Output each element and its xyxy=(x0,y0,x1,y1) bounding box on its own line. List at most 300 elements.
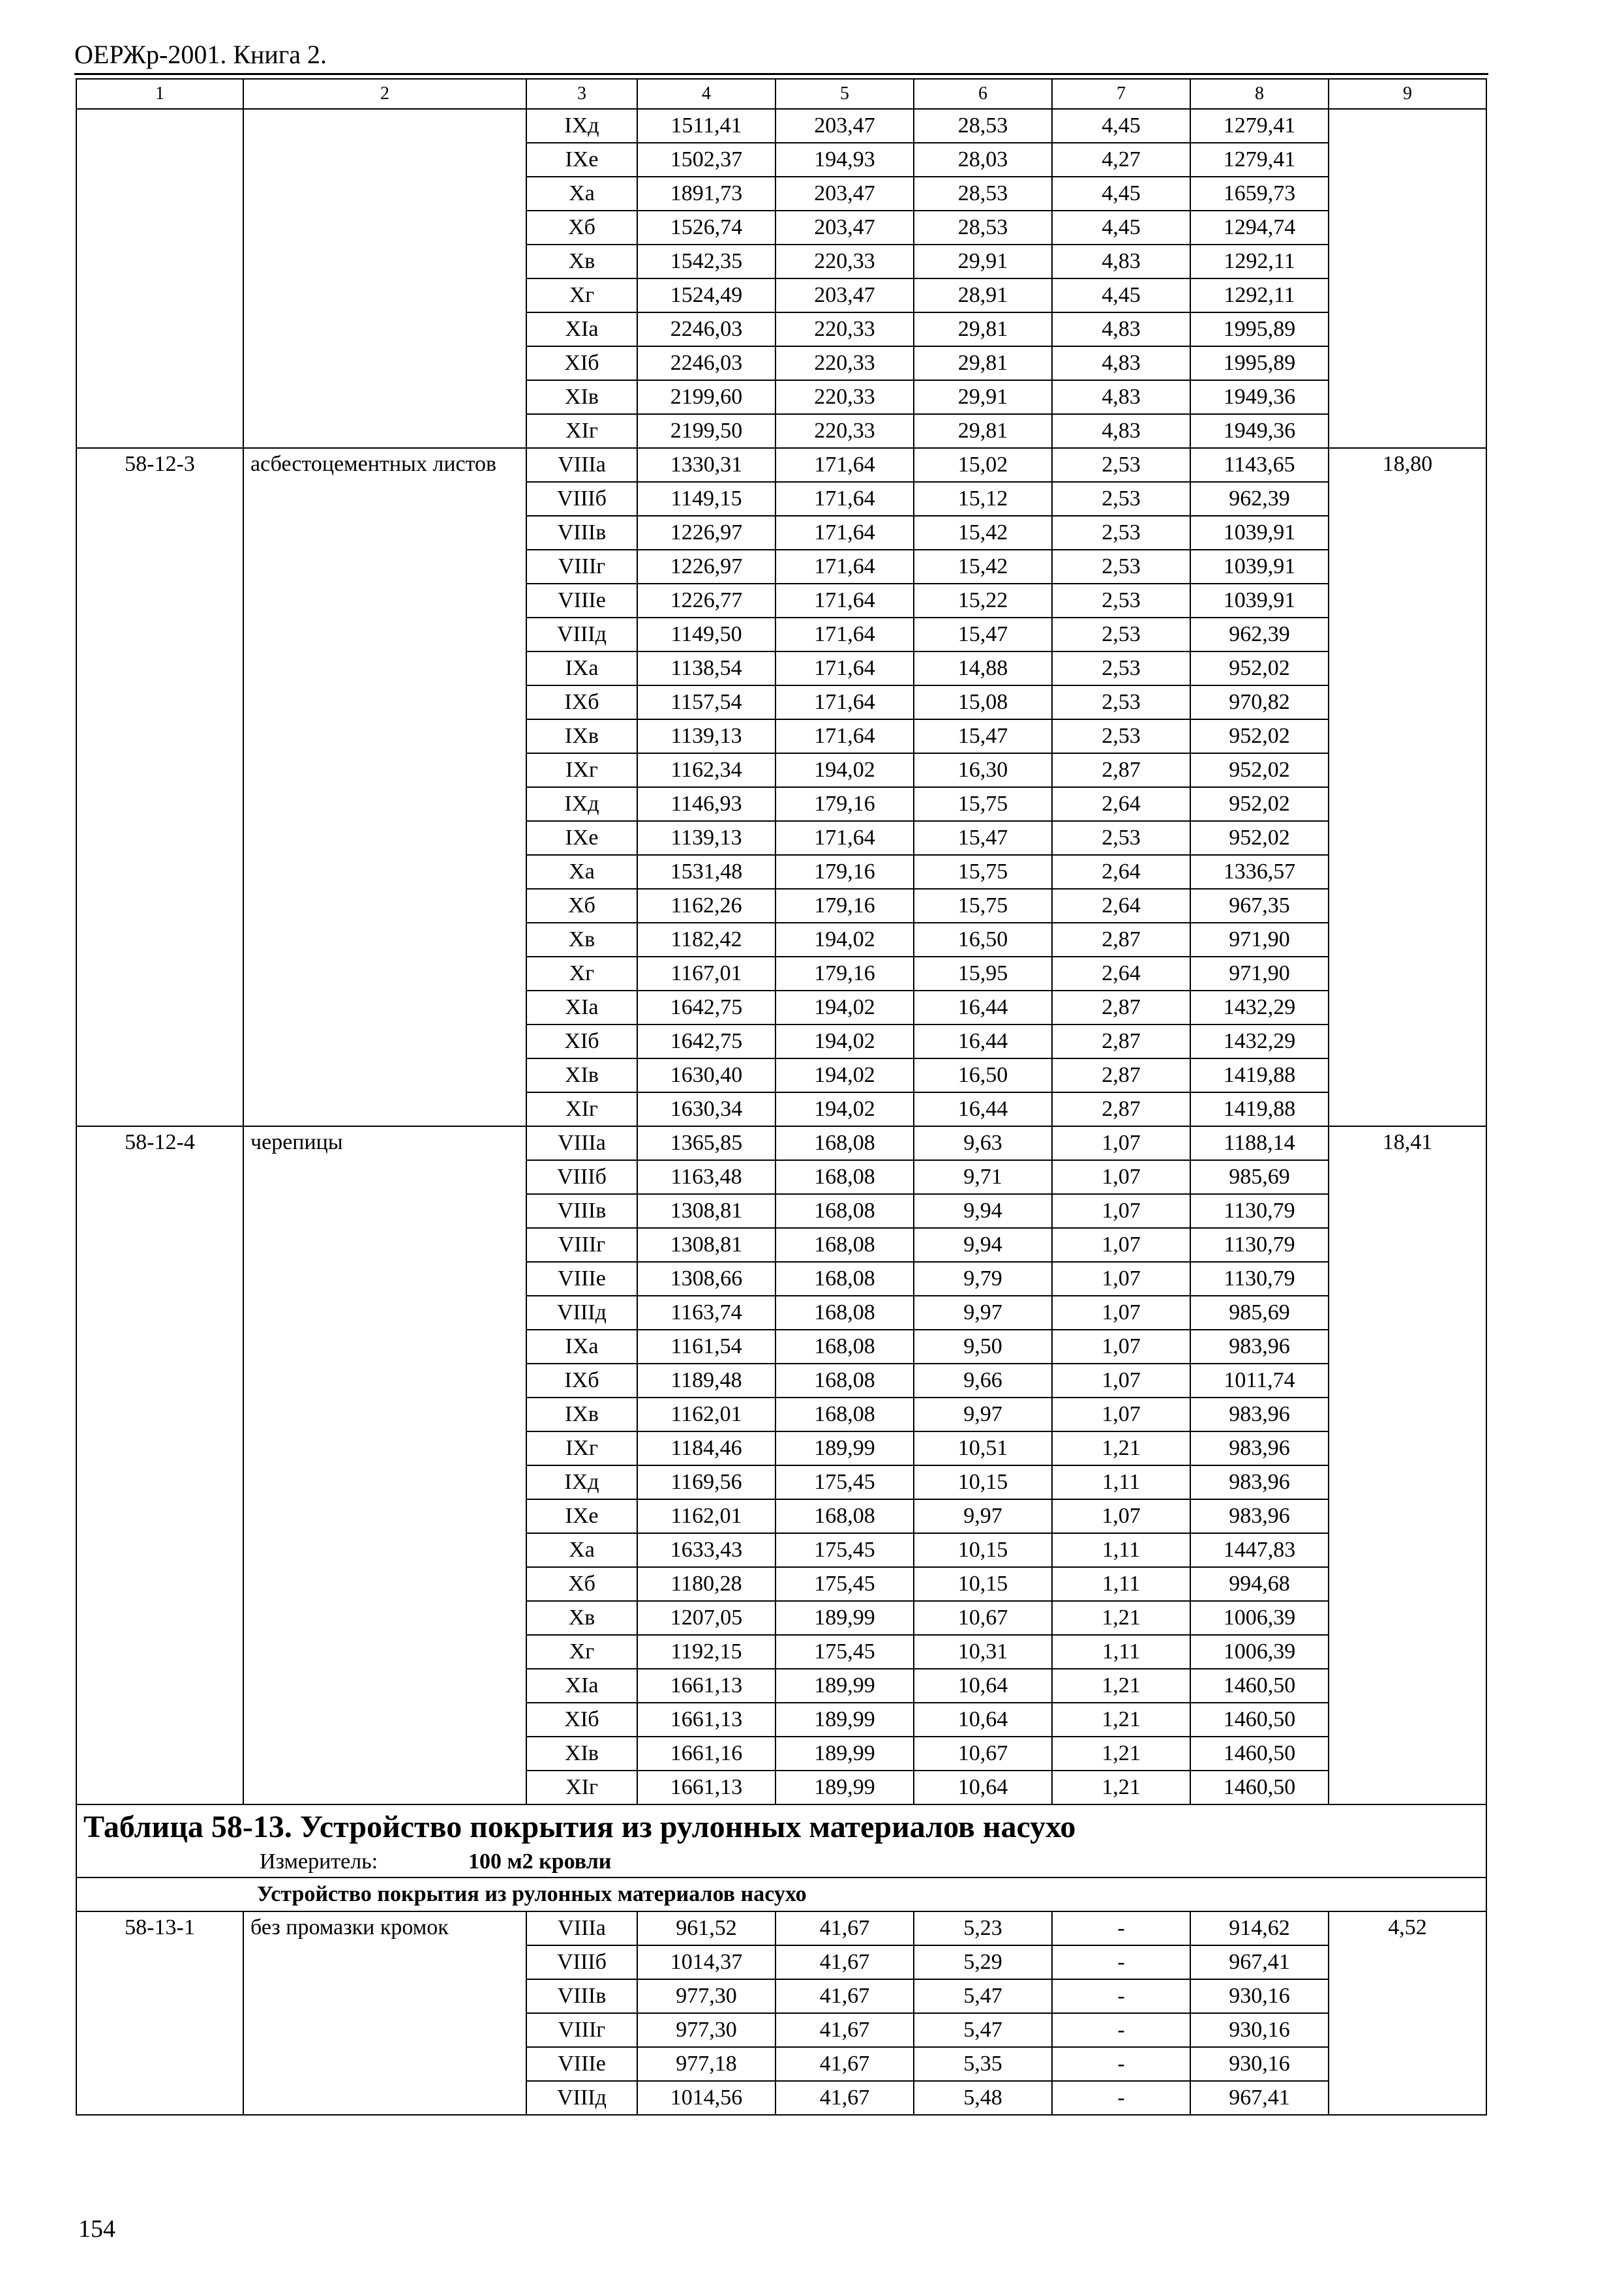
machines-cell: 16,44 xyxy=(914,991,1052,1025)
wages-cell: 175,45 xyxy=(775,1567,914,1601)
machines-cell: 10,67 xyxy=(914,1737,1052,1771)
machinists-wages-cell: 1,11 xyxy=(1052,1465,1190,1499)
wages-cell: 41,67 xyxy=(775,1979,914,2013)
total-cost-cell: 1162,34 xyxy=(637,753,775,787)
wages-cell: 220,33 xyxy=(775,346,914,380)
zone-cell: VIIIв xyxy=(526,1194,637,1228)
zone-cell: Xв xyxy=(526,923,637,957)
machinists-wages-cell: - xyxy=(1052,2081,1190,2115)
section-title: Устройство покрытия из рулонных материалов насухо xyxy=(76,1878,1486,1911)
materials-cell: 1460,50 xyxy=(1190,1703,1329,1737)
wages-cell: 41,67 xyxy=(775,2013,914,2047)
zone-cell: XIг xyxy=(526,1092,637,1126)
zone-cell: Xг xyxy=(526,278,637,312)
zone-cell: VIIIв xyxy=(526,1979,637,2013)
wages-cell: 220,33 xyxy=(775,245,914,278)
machinists-wages-cell: 1,11 xyxy=(1052,1567,1190,1601)
machinists-wages-cell: 1,21 xyxy=(1052,1703,1190,1737)
total-cost-cell: 1014,37 xyxy=(637,1945,775,1979)
machines-cell: 29,81 xyxy=(914,346,1052,380)
zone-cell: Xa xyxy=(526,1533,637,1567)
rate-code: 58-12-4 xyxy=(76,1126,243,1804)
materials-cell: 983,96 xyxy=(1190,1330,1329,1364)
machines-cell: 15,02 xyxy=(914,448,1052,482)
materials-cell: 971,90 xyxy=(1190,923,1329,957)
materials-cell: 983,96 xyxy=(1190,1499,1329,1533)
total-cost-cell: 977,30 xyxy=(637,1979,775,2013)
total-cost-cell: 961,52 xyxy=(637,1911,775,1945)
zone-cell: VIIIд xyxy=(526,618,637,651)
wages-cell: 168,08 xyxy=(775,1296,914,1330)
zone-cell: VIIIб xyxy=(526,482,637,516)
machinists-wages-cell: 4,45 xyxy=(1052,109,1190,143)
machinists-wages-cell: 2,64 xyxy=(1052,957,1190,991)
labor-cost-cell: 18,80 xyxy=(1329,448,1486,1126)
machines-cell: 16,44 xyxy=(914,1092,1052,1126)
zone-cell: VIIIг xyxy=(526,1228,637,1262)
wages-cell: 168,08 xyxy=(775,1228,914,1262)
machines-cell: 15,95 xyxy=(914,957,1052,991)
wages-cell: 194,02 xyxy=(775,753,914,787)
materials-cell: 1949,36 xyxy=(1190,380,1329,414)
column-number: 9 xyxy=(1329,79,1486,109)
machinists-wages-cell: 1,07 xyxy=(1052,1160,1190,1194)
total-cost-cell: 1226,97 xyxy=(637,550,775,584)
machines-cell: 5,23 xyxy=(914,1911,1052,1945)
machines-cell: 10,31 xyxy=(914,1635,1052,1669)
materials-cell: 1336,57 xyxy=(1190,855,1329,889)
machines-cell: 16,50 xyxy=(914,923,1052,957)
total-cost-cell: 1502,37 xyxy=(637,143,775,177)
materials-cell: 1143,65 xyxy=(1190,448,1329,482)
wages-cell: 179,16 xyxy=(775,957,914,991)
table-row xyxy=(76,109,1486,143)
zone-cell: VIIIб xyxy=(526,1160,637,1194)
wages-cell: 41,67 xyxy=(775,1911,914,1945)
materials-cell: 1039,91 xyxy=(1190,516,1329,550)
table-row xyxy=(76,448,1486,482)
column-number: 3 xyxy=(526,79,637,109)
machinists-wages-cell: 2,53 xyxy=(1052,448,1190,482)
machines-cell: 15,47 xyxy=(914,821,1052,855)
materials-cell: 1279,41 xyxy=(1190,109,1329,143)
materials-cell: 970,82 xyxy=(1190,685,1329,719)
total-cost-cell: 1661,13 xyxy=(637,1703,775,1737)
zone-cell: XIa xyxy=(526,312,637,346)
zone-cell: IXд xyxy=(526,787,637,821)
machines-cell: 16,30 xyxy=(914,753,1052,787)
rates-table xyxy=(76,78,1487,2116)
wages-cell: 189,99 xyxy=(775,1771,914,1804)
zone-cell: Xб xyxy=(526,211,637,245)
table-title-row xyxy=(76,1804,1486,1878)
materials-cell: 967,41 xyxy=(1190,1945,1329,1979)
materials-cell: 1279,41 xyxy=(1190,143,1329,177)
machinists-wages-cell: 4,45 xyxy=(1052,177,1190,211)
machines-cell: 29,81 xyxy=(914,414,1052,448)
materials-cell: 930,16 xyxy=(1190,2047,1329,2081)
machines-cell: 5,47 xyxy=(914,1979,1052,2013)
wages-cell: 179,16 xyxy=(775,787,914,821)
column-number: 2 xyxy=(243,79,526,109)
materials-cell: 952,02 xyxy=(1190,651,1329,685)
zone-cell: Xa xyxy=(526,855,637,889)
wages-cell: 171,64 xyxy=(775,550,914,584)
total-cost-cell: 1162,26 xyxy=(637,889,775,923)
machinists-wages-cell: 2,87 xyxy=(1052,1025,1190,1058)
total-cost-cell: 1308,81 xyxy=(637,1228,775,1262)
total-cost-cell: 1162,01 xyxy=(637,1499,775,1533)
column-number: 1 xyxy=(76,79,243,109)
materials-cell: 1460,50 xyxy=(1190,1737,1329,1771)
total-cost-cell: 1330,31 xyxy=(637,448,775,482)
wages-cell: 220,33 xyxy=(775,312,914,346)
total-cost-cell: 1184,46 xyxy=(637,1431,775,1465)
machines-cell: 10,51 xyxy=(914,1431,1052,1465)
zone-cell: Xв xyxy=(526,1601,637,1635)
materials-cell: 983,96 xyxy=(1190,1398,1329,1431)
machinists-wages-cell: - xyxy=(1052,1911,1190,1945)
total-cost-cell: 977,30 xyxy=(637,2013,775,2047)
machinists-wages-cell: 1,07 xyxy=(1052,1398,1190,1431)
column-number: 7 xyxy=(1052,79,1190,109)
materials-cell: 1039,91 xyxy=(1190,584,1329,618)
total-cost-cell: 1226,77 xyxy=(637,584,775,618)
wages-cell: 189,99 xyxy=(775,1601,914,1635)
zone-cell: XIв xyxy=(526,1058,637,1092)
materials-cell: 1460,50 xyxy=(1190,1669,1329,1703)
materials-cell: 1006,39 xyxy=(1190,1635,1329,1669)
machines-cell: 9,94 xyxy=(914,1194,1052,1228)
machinists-wages-cell: 1,07 xyxy=(1052,1499,1190,1533)
zone-cell: XIб xyxy=(526,1025,637,1058)
work-name: без промазки кромок xyxy=(243,1911,526,2115)
materials-cell: 1659,73 xyxy=(1190,177,1329,211)
machines-cell: 10,15 xyxy=(914,1465,1052,1499)
machines-cell: 15,12 xyxy=(914,482,1052,516)
machinists-wages-cell: 4,45 xyxy=(1052,278,1190,312)
labor-cost-cell: 18,41 xyxy=(1329,1126,1486,1804)
machines-cell: 15,47 xyxy=(914,618,1052,651)
total-cost-cell: 1180,28 xyxy=(637,1567,775,1601)
zone-cell: VIIIб xyxy=(526,1945,637,1979)
total-cost-cell: 1139,13 xyxy=(637,821,775,855)
table-title: Таблица 58-13. Устройство покрытия из рулонных материалов насухо xyxy=(83,1810,1076,1844)
materials-cell: 1460,50 xyxy=(1190,1771,1329,1804)
total-cost-cell: 2199,60 xyxy=(637,380,775,414)
work-name xyxy=(243,109,526,448)
machinists-wages-cell: 1,07 xyxy=(1052,1296,1190,1330)
machines-cell: 15,08 xyxy=(914,685,1052,719)
machines-cell: 15,42 xyxy=(914,550,1052,584)
machinists-wages-cell: 1,11 xyxy=(1052,1635,1190,1669)
materials-cell: 1039,91 xyxy=(1190,550,1329,584)
machinists-wages-cell: - xyxy=(1052,1979,1190,2013)
machinists-wages-cell: 2,53 xyxy=(1052,618,1190,651)
wages-cell: 220,33 xyxy=(775,380,914,414)
wages-cell: 41,67 xyxy=(775,2047,914,2081)
machines-cell: 15,47 xyxy=(914,719,1052,753)
machinists-wages-cell: 4,83 xyxy=(1052,346,1190,380)
zone-cell: IXг xyxy=(526,753,637,787)
machines-cell: 9,79 xyxy=(914,1262,1052,1296)
zone-cell: IXг xyxy=(526,1431,637,1465)
total-cost-cell: 1139,13 xyxy=(637,719,775,753)
zone-cell: IXд xyxy=(526,1465,637,1499)
machines-cell: 9,94 xyxy=(914,1228,1052,1262)
machines-cell: 9,63 xyxy=(914,1126,1052,1160)
rate-code: 58-12-3 xyxy=(76,448,243,1126)
wages-cell: 41,67 xyxy=(775,2081,914,2115)
machinists-wages-cell: 1,07 xyxy=(1052,1228,1190,1262)
zone-cell: Xб xyxy=(526,889,637,923)
machines-cell: 28,03 xyxy=(914,143,1052,177)
materials-cell: 1995,89 xyxy=(1190,346,1329,380)
machines-cell: 15,75 xyxy=(914,787,1052,821)
machines-cell: 28,91 xyxy=(914,278,1052,312)
header-rule xyxy=(74,73,1488,75)
machinists-wages-cell: 2,53 xyxy=(1052,482,1190,516)
machinists-wages-cell: 4,83 xyxy=(1052,380,1190,414)
machinists-wages-cell: 2,53 xyxy=(1052,685,1190,719)
zone-cell: IXб xyxy=(526,685,637,719)
machines-cell: 5,47 xyxy=(914,2013,1052,2047)
zone-cell: Xв xyxy=(526,245,637,278)
machines-cell: 10,15 xyxy=(914,1533,1052,1567)
total-cost-cell: 1531,48 xyxy=(637,855,775,889)
machinists-wages-cell: 2,87 xyxy=(1052,1092,1190,1126)
materials-cell: 952,02 xyxy=(1190,753,1329,787)
wages-cell: 168,08 xyxy=(775,1398,914,1431)
materials-cell: 914,62 xyxy=(1190,1911,1329,1945)
machinists-wages-cell: 4,83 xyxy=(1052,245,1190,278)
machines-cell: 9,97 xyxy=(914,1398,1052,1431)
materials-cell: 994,68 xyxy=(1190,1567,1329,1601)
zone-cell: XIб xyxy=(526,346,637,380)
materials-cell: 1294,74 xyxy=(1190,211,1329,245)
machines-cell: 5,48 xyxy=(914,2081,1052,2115)
work-name: асбестоцементных листов xyxy=(243,448,526,1126)
zone-cell: IXв xyxy=(526,719,637,753)
materials-cell: 983,96 xyxy=(1190,1465,1329,1499)
wages-cell: 189,99 xyxy=(775,1431,914,1465)
table-row xyxy=(76,1911,1486,1945)
zone-cell: VIIIг xyxy=(526,550,637,584)
machines-cell: 15,75 xyxy=(914,889,1052,923)
materials-cell: 1130,79 xyxy=(1190,1262,1329,1296)
materials-cell: 1006,39 xyxy=(1190,1601,1329,1635)
total-cost-cell: 1308,81 xyxy=(637,1194,775,1228)
materials-cell: 1419,88 xyxy=(1190,1092,1329,1126)
column-number: 8 xyxy=(1190,79,1329,109)
machinists-wages-cell: 1,07 xyxy=(1052,1330,1190,1364)
machines-cell: 16,50 xyxy=(914,1058,1052,1092)
zone-cell: VIIIд xyxy=(526,2081,637,2115)
materials-cell: 1949,36 xyxy=(1190,414,1329,448)
total-cost-cell: 2199,50 xyxy=(637,414,775,448)
total-cost-cell: 1511,41 xyxy=(637,109,775,143)
materials-cell: 1292,11 xyxy=(1190,278,1329,312)
total-cost-cell: 1365,85 xyxy=(637,1126,775,1160)
total-cost-cell: 1163,74 xyxy=(637,1296,775,1330)
machines-cell: 28,53 xyxy=(914,211,1052,245)
zone-cell: VIIIг xyxy=(526,2013,637,2047)
total-cost-cell: 1149,15 xyxy=(637,482,775,516)
wages-cell: 171,64 xyxy=(775,584,914,618)
zone-cell: XIб xyxy=(526,1703,637,1737)
zone-cell: XIa xyxy=(526,1669,637,1703)
wages-cell: 171,64 xyxy=(775,719,914,753)
zone-cell: IXв xyxy=(526,1398,637,1431)
wages-cell: 171,64 xyxy=(775,482,914,516)
materials-cell: 1188,14 xyxy=(1190,1126,1329,1160)
total-cost-cell: 1167,01 xyxy=(637,957,775,991)
wages-cell: 171,64 xyxy=(775,651,914,685)
wages-cell: 168,08 xyxy=(775,1194,914,1228)
total-cost-cell: 2246,03 xyxy=(637,312,775,346)
meter-line xyxy=(83,1847,1479,1877)
total-cost-cell: 1661,16 xyxy=(637,1737,775,1771)
machinists-wages-cell: - xyxy=(1052,2047,1190,2081)
total-cost-cell: 1161,54 xyxy=(637,1330,775,1364)
zone-cell: VIIIд xyxy=(526,1296,637,1330)
materials-cell: 930,16 xyxy=(1190,2013,1329,2047)
machines-cell: 9,71 xyxy=(914,1160,1052,1194)
machinists-wages-cell: 2,53 xyxy=(1052,516,1190,550)
labor-cost-cell: 4,52 xyxy=(1329,1911,1486,2115)
wages-cell: 179,16 xyxy=(775,855,914,889)
materials-cell: 1130,79 xyxy=(1190,1228,1329,1262)
materials-cell: 985,69 xyxy=(1190,1296,1329,1330)
materials-cell: 1432,29 xyxy=(1190,1025,1329,1058)
materials-cell: 983,96 xyxy=(1190,1431,1329,1465)
machinists-wages-cell: 2,87 xyxy=(1052,991,1190,1025)
machinists-wages-cell: 2,53 xyxy=(1052,719,1190,753)
wages-cell: 171,64 xyxy=(775,618,914,651)
machines-cell: 9,66 xyxy=(914,1364,1052,1398)
total-cost-cell: 2246,03 xyxy=(637,346,775,380)
machinists-wages-cell: 1,07 xyxy=(1052,1126,1190,1160)
machinists-wages-cell: 4,45 xyxy=(1052,211,1190,245)
machinists-wages-cell: 1,21 xyxy=(1052,1669,1190,1703)
total-cost-cell: 1189,48 xyxy=(637,1364,775,1398)
wages-cell: 194,93 xyxy=(775,143,914,177)
machines-cell: 9,97 xyxy=(914,1499,1052,1533)
materials-cell: 967,41 xyxy=(1190,2081,1329,2115)
running-head: ОЕРЖр-2001. Книга 2. xyxy=(74,40,327,69)
total-cost-cell: 1162,01 xyxy=(637,1398,775,1431)
total-cost-cell: 1642,75 xyxy=(637,991,775,1025)
wages-cell: 194,02 xyxy=(775,991,914,1025)
zone-cell: VIIIa xyxy=(526,1911,637,1945)
total-cost-cell: 1526,74 xyxy=(637,211,775,245)
rate-code xyxy=(76,109,243,448)
work-name: черепицы xyxy=(243,1126,526,1804)
machines-cell: 5,35 xyxy=(914,2047,1052,2081)
meter-value: 100 м2 кровли xyxy=(468,1849,612,1874)
wages-cell: 41,67 xyxy=(775,1945,914,1979)
zone-cell: Xг xyxy=(526,1635,637,1669)
wages-cell: 168,08 xyxy=(775,1499,914,1533)
zone-cell: VIIIe xyxy=(526,2047,637,2081)
rate-code: 58-13-1 xyxy=(76,1911,243,2115)
materials-cell: 1995,89 xyxy=(1190,312,1329,346)
meter-label: Измеритель: xyxy=(260,1849,378,1874)
wages-cell: 220,33 xyxy=(775,414,914,448)
total-cost-cell: 1630,34 xyxy=(637,1092,775,1126)
total-cost-cell: 1182,42 xyxy=(637,923,775,957)
wages-cell: 194,02 xyxy=(775,1092,914,1126)
machinists-wages-cell: 2,53 xyxy=(1052,584,1190,618)
zone-cell: IXa xyxy=(526,1330,637,1364)
machinists-wages-cell: 1,07 xyxy=(1052,1194,1190,1228)
column-number-row xyxy=(76,79,1486,109)
wages-cell: 168,08 xyxy=(775,1262,914,1296)
total-cost-cell: 1157,54 xyxy=(637,685,775,719)
materials-cell: 1432,29 xyxy=(1190,991,1329,1025)
zone-cell: VIIIe xyxy=(526,1262,637,1296)
zone-cell: XIв xyxy=(526,380,637,414)
machines-cell: 10,67 xyxy=(914,1601,1052,1635)
machinists-wages-cell: 2,64 xyxy=(1052,889,1190,923)
zone-cell: IXд xyxy=(526,109,637,143)
materials-cell: 1011,74 xyxy=(1190,1364,1329,1398)
section-row xyxy=(76,1878,1486,1911)
total-cost-cell: 1192,15 xyxy=(637,1635,775,1669)
total-cost-cell: 1542,35 xyxy=(637,245,775,278)
machinists-wages-cell: 1,21 xyxy=(1052,1737,1190,1771)
zone-cell: IXa xyxy=(526,651,637,685)
materials-cell: 967,35 xyxy=(1190,889,1329,923)
wages-cell: 171,64 xyxy=(775,685,914,719)
zone-cell: XIг xyxy=(526,1771,637,1804)
wages-cell: 175,45 xyxy=(775,1635,914,1669)
wages-cell: 203,47 xyxy=(775,278,914,312)
total-cost-cell: 1642,75 xyxy=(637,1025,775,1058)
wages-cell: 203,47 xyxy=(775,211,914,245)
machines-cell: 10,64 xyxy=(914,1703,1052,1737)
total-cost-cell: 1014,56 xyxy=(637,2081,775,2115)
materials-cell: 971,90 xyxy=(1190,957,1329,991)
machinists-wages-cell: 4,83 xyxy=(1052,414,1190,448)
total-cost-cell: 1661,13 xyxy=(637,1771,775,1804)
zone-cell: VIIIв xyxy=(526,516,637,550)
machines-cell: 10,15 xyxy=(914,1567,1052,1601)
wages-cell: 171,64 xyxy=(775,448,914,482)
machines-cell: 14,88 xyxy=(914,651,1052,685)
wages-cell: 203,47 xyxy=(775,109,914,143)
zone-cell: XIв xyxy=(526,1737,637,1771)
wages-cell: 171,64 xyxy=(775,516,914,550)
total-cost-cell: 1630,40 xyxy=(637,1058,775,1092)
machinists-wages-cell: 2,53 xyxy=(1052,821,1190,855)
machinists-wages-cell: 2,53 xyxy=(1052,651,1190,685)
total-cost-cell: 1661,13 xyxy=(637,1669,775,1703)
zone-cell: IXe xyxy=(526,143,637,177)
zone-cell: XIг xyxy=(526,414,637,448)
total-cost-cell: 1146,93 xyxy=(637,787,775,821)
zone-cell: IXб xyxy=(526,1364,637,1398)
column-number: 6 xyxy=(914,79,1052,109)
wages-cell: 203,47 xyxy=(775,177,914,211)
total-cost-cell: 1633,43 xyxy=(637,1533,775,1567)
machines-cell: 15,75 xyxy=(914,855,1052,889)
wages-cell: 194,02 xyxy=(775,1025,914,1058)
machines-cell: 10,64 xyxy=(914,1771,1052,1804)
machinists-wages-cell: 2,87 xyxy=(1052,1058,1190,1092)
wages-cell: 175,45 xyxy=(775,1465,914,1499)
wages-cell: 168,08 xyxy=(775,1364,914,1398)
